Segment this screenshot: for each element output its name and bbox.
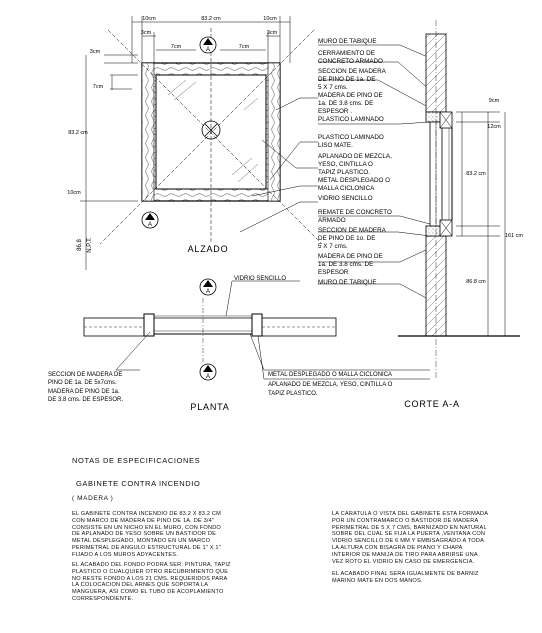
notes-paragraph-2: EL ACABADO DEL FONDO PODRA SER: PINTURA, TAPIZ PLASTICO O CUALQUIER OTRO RECUBRIMIENTO QUE NO RESTE FONDO A LOS 21 CMS. REQUERIDOS PARA LA COLOCACION DEL ARNES QUE SOPORTA LA MANGUERA, ASI COMO EL TUBO DE ACOPLAMIENTO CORRESPONDIENTE. (72, 562, 231, 602)
callout-line-9: PLASTICO LAMINADO (318, 116, 384, 123)
callout-line-6: MADERA DE PINO DE (318, 92, 383, 99)
corte-dim-83: 83.2 cm (466, 171, 486, 177)
dim-top-left: 10cm (142, 16, 156, 22)
outer-frame-left (142, 63, 154, 201)
callout-line-5: 5 X 7 cms. (318, 84, 348, 91)
marker-label-top: A (205, 47, 211, 53)
outer-frame-right (268, 63, 280, 201)
notes-heading: NOTAS DE ESPECIFICACIONES (72, 456, 201, 465)
callout-line-21: DE PINO DE 1o. DE (318, 235, 376, 242)
corte-dim-86: 86.8 cm (466, 279, 486, 285)
dim-left-3: 3cm (89, 49, 101, 55)
callout-line-25: ESPESOR (318, 269, 349, 276)
plan-label-vidrio: VIDRIO SENCILLO (234, 276, 287, 282)
notes-paragraph-3: LA CARATULA O VISTA DEL GABINETE ESTA FORMADA POR UN CONTRAMARCO O BASTIDOR DE MADERA PERIMETRAL DE 5 X 7 CMS, BARNIZADO EN NATURAL SOBRE DEL CUAL SE FIJA LA PUERTA ,VENTANA CON VIDRIO SENCILLO DE 6 MM Y EMBISAGRADO A TODA LA ALTURA CON BISAGRA DE PIANO Y CHAPA INTERIOR DE MANIJA DE TIRO PARA ABRIRSE UNA VEZ ROTO EL VIDRIO EN CASO DE EMERGENCIA. (332, 511, 489, 565)
dim-mid-left: 7cm (170, 44, 182, 50)
plan-view (48, 276, 430, 412)
corte-dim-9: 9cm (488, 98, 500, 104)
plan-post-right (252, 314, 262, 336)
callout-line-18: REMATE DE CONCRETO (318, 209, 392, 216)
level-value: 86.8 (77, 239, 83, 251)
callout-line-12: APLANADO DE MEZCLA, (318, 153, 392, 160)
dim-top-mid: 83.2 cm (201, 16, 221, 22)
dim-mid-right: 7cm (238, 44, 250, 50)
plan-label-aplanado-2: TAPIZ PLASTICO. (268, 391, 318, 397)
callout-line-15: METAL DESPLEGADO O (318, 177, 391, 184)
callout-line-0: MURO DE TABIQUE (318, 38, 377, 45)
notes-paragraph-4: EL ACABADO FINAL SERA IGUALMENTE DE BARNIZ MARINO MATE EN DOS MANOS. (332, 571, 479, 584)
plan-label-metal: METAL DESPLEGADO O MALLA CICLONICA (268, 372, 393, 378)
alzado-title: ALZADO (187, 244, 229, 254)
plan-marker-bottom-label: A (205, 374, 211, 380)
callout-line-10: PLASTICO LAMINADO (318, 134, 384, 141)
dim-left-83: 83.2 cm (68, 130, 88, 136)
corte-dim-12: 12cm (487, 124, 501, 130)
elevation-view (67, 16, 322, 270)
plan-label-madera-1: SECCION DE MADERA DE (48, 372, 123, 378)
callout-line-19: ARMADO (318, 217, 346, 224)
callout-line-17: VIDRIO SENCILLO (318, 195, 373, 202)
callout-line-13: YESO, CINTILLA O (318, 161, 373, 168)
level-label: N.P.T. (87, 237, 93, 253)
marker-label-bottom: A (147, 222, 153, 228)
plan-post-left (144, 314, 154, 336)
callout-line-7: 1a. DE 3.8 cms. DE (318, 100, 374, 107)
dim-left-7: 7cm (92, 84, 104, 90)
plan-label-madera-2: PINO DE 1a. DE 5x7cms. (48, 380, 117, 386)
callout-line-11: LISO MATE. (318, 142, 353, 149)
plan-marker-top-label: A (205, 289, 211, 295)
corte-dim-161: 161 cm (504, 233, 524, 239)
plan-label-madera-3: MADERA DE PINO DE 1a. (48, 389, 120, 395)
dim-top-right: 10cm (263, 16, 277, 22)
planta-title: PLANTA (190, 402, 230, 412)
dim-inner-left: 3cm (140, 30, 152, 36)
callout-line-3: SECCION DE MADERA (318, 68, 386, 75)
corte-title: CORTE A-A (404, 399, 460, 409)
callout-line-4: DE PINO DE 1a. DE (318, 76, 376, 83)
callout-line-23: MADERA DE PINO DE (318, 253, 383, 260)
dim-inner-right: 3cm (266, 30, 278, 36)
dim-left-10: 10cm (67, 190, 81, 196)
plan-label-aplanado-1: APLANADO DE MEZCLA, YESO, CINTILLA O (268, 382, 393, 388)
callout-line-2: CONCRETO ARMADO (318, 58, 383, 65)
notes-material: ( MADERA ) (72, 495, 114, 502)
callout-line-24: 1a. DE 3.8 cms. DE (318, 261, 374, 268)
callout-line-8: ESPESOR . (318, 108, 352, 115)
callout-line-14: TAPIZ PLASTICO. (318, 169, 371, 176)
callout-line-22: 5 X 7 cms. (318, 243, 348, 250)
callout-line-20: SECCION DE MADERA (318, 227, 386, 234)
callout-line-26: MURO DE TABIQUE (318, 279, 377, 286)
notes-paragraph-1: EL GABINETE CONTRA INCENDIO DE 83.2 X 83.2 CM CON MARCO DE MADERA DE PINO DE 1A. DE 3/4" CONSISTE EN UN NICHO EN EL MURO, CON FONDO DE APLANADO DE YESO SOBRE UN BASTIDOR DE METAL DESPLEGADO, MONTADO EN UN MARCO PERIMETRAL DE ANGULO ESTRUCTURAL DE 1" X 1" FIJADO A LOS MUROS ADYACENTES. (72, 511, 221, 558)
notes-subheading: GABINETE CONTRA INCENDIO (76, 479, 201, 488)
callout-line-1: CERRAMIENTO DE (318, 50, 375, 57)
elevation-callouts (318, 38, 392, 286)
callout-line-16: MALLA CICLONICA (318, 185, 375, 192)
plan-label-madera-4: DE 3.8 cms. DE ESPESOR. (48, 397, 124, 403)
